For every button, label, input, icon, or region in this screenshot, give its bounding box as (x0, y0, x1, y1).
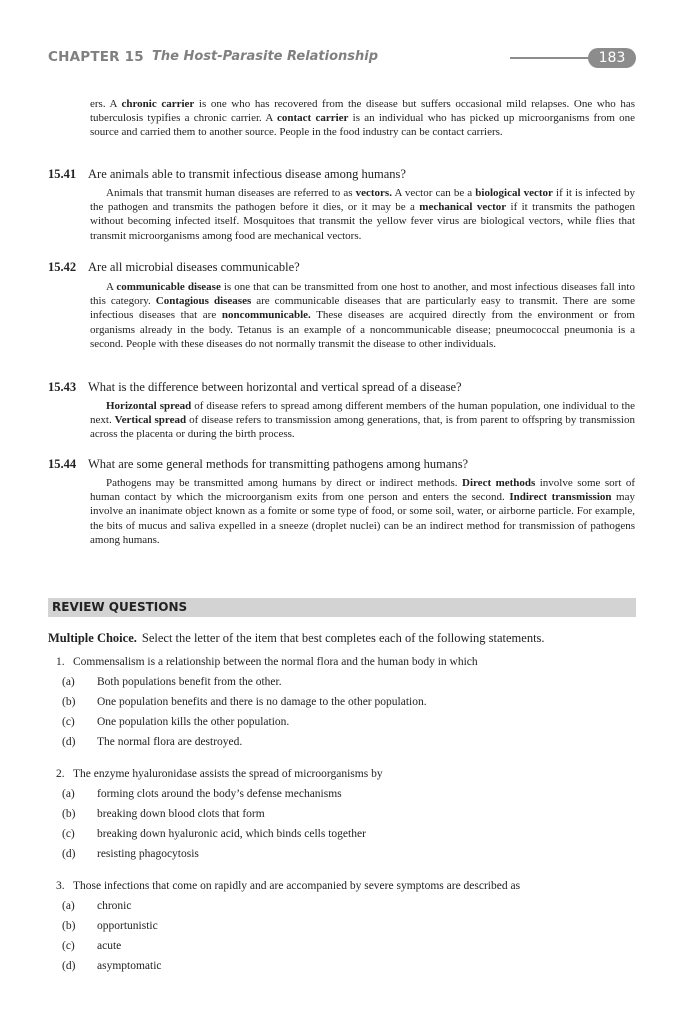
option-2d: (d) resisting phagocytosis (62, 848, 199, 860)
question-text: What is the difference between horizontal and vertical spread of a disease? (88, 380, 462, 394)
chapter-label: CHAPTER 15 (48, 49, 144, 65)
answer-15-44: Pathogens may be transmitted among humans by direct or indirect methods. Direct methods involve some sort of human contact by which the microorganism exits from one person and enters the second. Indirect transmission may involve an inanimate object known as a fomite or some type of food, or some soil, water, or airborne particle. For example, the bits of mucus and saliva expelled in a sneeze (droplet nuclei) can be an indirect method for transmission of pathogens among humans. (90, 477, 635, 546)
answer-15-43: Horizontal spread of disease refers to spread among different members of the human population, one individual to the next. Vertical spread of disease refers to transmission among generations, that, is from parent to offspring by transmission across the placenta or during the birth process. (90, 400, 635, 441)
header-rule (510, 57, 600, 59)
option-2c: (c) breaking down hyaluronic acid, which binds cells together (62, 828, 366, 840)
option-3d: (d) asymptomatic (62, 960, 162, 972)
carry-over-paragraph: ers. A chronic carrier is one who has recovered from the disease but suffers occasional mild relapses. One who has tuberculosis typifies a chronic carrier. A contact carrier is an individual who has picked up microorganisms from one source and carried them to another source. People in the food industry can be contact carriers. (90, 98, 636, 139)
question-15-43 (48, 380, 638, 395)
question-text: Are all microbial diseases communicable? (88, 260, 300, 274)
page-number: 183 (588, 48, 636, 68)
option-3c: (c) acute (62, 940, 122, 952)
option-1b: (b) One population benefits and there is no damage to the other population. (62, 696, 427, 708)
review-item-3: 3. Those infections that come on rapidly and are accompanied by severe symptoms are described as (56, 880, 521, 892)
question-15-44 (48, 457, 638, 472)
answer-15-41: Animals that transmit human diseases are referred to as vectors. A vector can be a biological vector if it is infected by the pathogen and transmits the pathogen before it dies, or it may be a mechanical vector if it transmits the pathogen without becoming infected itself. Mosquitoes that transmit the yellow fever virus are biological vectors, while flies that transmit microorganisms among food are mechanical vectors. (90, 187, 635, 242)
mc-instructions: Select the letter of the item that best completes each of the following statements. (141, 631, 545, 645)
option-1d: (d) The normal flora are destroyed. (62, 736, 243, 748)
question-text: Are animals able to transmit infectious disease among humans? (88, 167, 406, 181)
option-3b: (b) opportunistic (62, 920, 158, 932)
question-15-41 (48, 167, 638, 182)
page-header (48, 48, 638, 68)
multiple-choice-instructions (48, 631, 545, 646)
chapter-title: The Host-Parasite Relationship (152, 49, 379, 64)
option-3a: (a) chronic (62, 900, 132, 912)
question-text: What are some general methods for transmitting pathogens among humans? (88, 457, 469, 471)
question-number: 15.44 (48, 457, 77, 471)
review-questions-heading: REVIEW QUESTIONS (48, 598, 636, 617)
question-number: 15.42 (48, 260, 77, 274)
option-1c: (c) One population kills the other population. (62, 716, 290, 728)
answer-15-42: A communicable disease is one that can be transmitted from one host to another, and most infectious diseases fall into this category. Contagious diseases are communicable diseases that are particularly easy to transmit. There are some infectious diseases that are noncommunicable. These diseases are acquired directly from the environment or from organisms already in the body. Tetanus is an example of a noncommunicable disease; pneumococcal pneumonia is a second. People with these diseases do not normally transmit the disease to other individuals. (90, 281, 635, 350)
option-2a: (a) forming clots around the body’s defense mechanisms (62, 788, 342, 800)
question-number: 15.41 (48, 167, 77, 181)
question-15-42 (48, 260, 638, 275)
question-number: 15.43 (48, 380, 77, 394)
review-item-1: 1. Commensalism is a relationship between the normal flora and the human body in which (56, 656, 478, 668)
mc-label: Multiple Choice. (48, 631, 137, 645)
option-1a: (a) Both populations benefit from the other. (62, 676, 282, 688)
review-item-2: 2. The enzyme hyaluronidase assists the spread of microorganisms by (56, 768, 383, 780)
option-2b: (b) breaking down blood clots that form (62, 808, 265, 820)
